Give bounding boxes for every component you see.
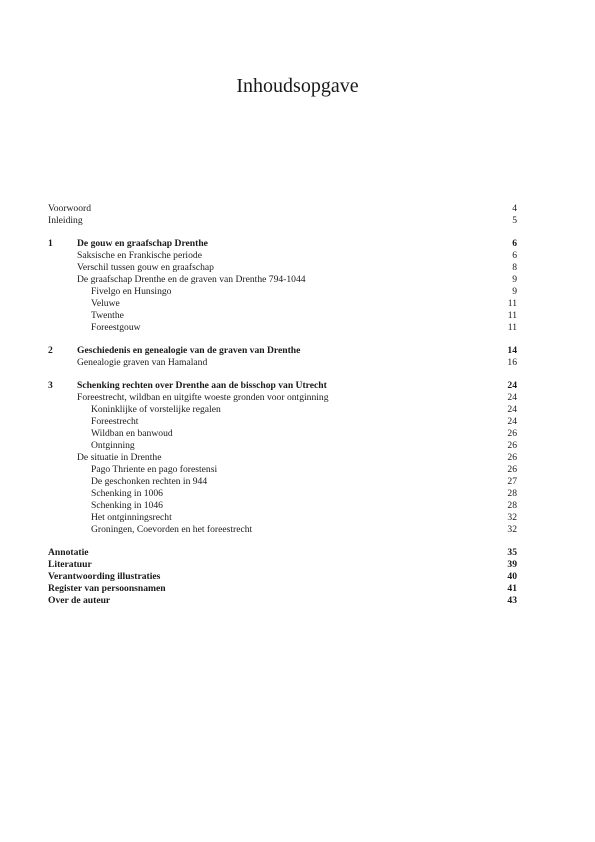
toc-entry-page: 6 [512, 238, 517, 249]
toc-entry-page: 41 [507, 583, 517, 594]
toc-subsubentry[interactable] [48, 440, 517, 452]
toc-entry-page: 27 [507, 476, 517, 487]
toc-entry-page: 24 [507, 392, 517, 403]
toc-entry-page: 26 [507, 428, 517, 439]
toc-entry-page: 26 [507, 464, 517, 475]
toc-entry-label: Verantwoording illustraties [48, 571, 161, 582]
toc-entry-label: Annotatie [48, 547, 89, 558]
toc-entry-label: Foreestrecht [91, 416, 139, 427]
toc-subentry[interactable] [48, 274, 517, 286]
toc-subsubentry[interactable] [48, 286, 517, 298]
chapter-title: Geschiedenis en genealogie van de graven van Drenthe [77, 345, 301, 356]
toc-entry-page: 32 [507, 512, 517, 523]
toc-entry-page: 4 [512, 203, 517, 214]
toc-entry-page: 11 [507, 298, 517, 309]
chapter-title: De gouw en graafschap Drenthe [77, 238, 208, 249]
toc-entry-page: 16 [507, 357, 517, 368]
toc-subsubentry[interactable] [48, 310, 517, 322]
toc-entry-label: Literatuur [48, 559, 92, 570]
toc-entry-page: 43 [507, 595, 517, 606]
toc-chapter-3[interactable] [48, 380, 517, 392]
toc-entry-page: 11 [507, 322, 517, 333]
toc-entry-label: Koninklijke of vorstelijke regalen [91, 404, 221, 415]
toc-subsubentry[interactable] [48, 488, 517, 500]
toc-entry-register[interactable] [48, 583, 517, 595]
toc-entry-label: Schenking in 1046 [91, 500, 163, 511]
toc-subentry[interactable] [48, 357, 517, 369]
toc-entry-page: 26 [507, 440, 517, 451]
toc-entry-page: 11 [507, 310, 517, 321]
spacer [48, 334, 517, 345]
toc-entry-page: 32 [507, 524, 517, 535]
toc-entry-label: Twenthe [91, 310, 124, 321]
toc-entry-label: De geschonken rechten in 944 [91, 476, 208, 487]
toc-entry-page: 28 [507, 500, 517, 511]
toc-entry-label: Veluwe [91, 298, 120, 309]
table-of-contents [48, 203, 517, 607]
toc-subentry[interactable] [48, 250, 517, 262]
toc-entry-label: Pago Thriente en pago forestensi [91, 464, 218, 475]
toc-entry-label: Saksische en Frankische periode [77, 250, 202, 261]
toc-subsubentry[interactable] [48, 416, 517, 428]
toc-entry-label: Verschil tussen gouw en graafschap [77, 262, 214, 273]
toc-entry-label: Foreestrecht, wildban en uitgifte woeste gronden voor ontginning [77, 392, 329, 403]
chapter-title: Schenking rechten over Drenthe aan de bisschop van Utrecht [77, 380, 327, 391]
toc-entry-page: 28 [507, 488, 517, 499]
toc-entry-label: Wildban en banwoud [91, 428, 173, 439]
spacer [48, 227, 517, 238]
toc-entry-label: Schenking in 1006 [91, 488, 163, 499]
toc-entry-label: Register van persoonsnamen [48, 583, 166, 594]
toc-entry-page: 24 [507, 380, 517, 391]
toc-entry-verantwoording[interactable] [48, 571, 517, 583]
toc-entry-label: Fivelgo en Hunsingo [91, 286, 172, 297]
toc-entry-inleiding[interactable] [48, 215, 517, 227]
toc-subsubentry[interactable] [48, 524, 517, 536]
toc-entry-page: 14 [507, 345, 517, 356]
toc-subentry[interactable] [48, 452, 517, 464]
toc-entry-label: Inleiding [48, 215, 83, 226]
toc-subsubentry[interactable] [48, 404, 517, 416]
toc-entry-voorwoord[interactable] [48, 203, 517, 215]
toc-chapter-1[interactable] [48, 238, 517, 250]
toc-subsubentry[interactable] [48, 500, 517, 512]
toc-entry-label: De graafschap Drenthe en de graven van Drenthe 794-1044 [77, 274, 306, 285]
toc-entry-page: 6 [512, 250, 517, 261]
toc-subsubentry[interactable] [48, 298, 517, 310]
toc-entry-label: Ontginning [91, 440, 135, 451]
toc-subsubentry[interactable] [48, 476, 517, 488]
toc-subsubentry[interactable] [48, 428, 517, 440]
toc-entry-label: De situatie in Drenthe [77, 452, 162, 463]
toc-subentry[interactable] [48, 262, 517, 274]
toc-entry-page: 35 [507, 547, 517, 558]
toc-entry-page: 5 [512, 215, 517, 226]
toc-entry-label: Over de auteur [48, 595, 111, 606]
toc-entry-label: Foreestgouw [91, 322, 141, 333]
toc-entry-page: 26 [507, 452, 517, 463]
chapter-number: 2 [48, 345, 53, 356]
toc-entry-label: Genealogie graven van Hamaland [77, 357, 208, 368]
toc-entry-page: 39 [507, 559, 517, 570]
toc-entry-over-de-auteur[interactable] [48, 595, 517, 607]
toc-entry-label: Voorwoord [48, 203, 91, 214]
toc-entry-page: 24 [507, 416, 517, 427]
toc-entry-label: Groningen, Coevorden en het foreestrecht [91, 524, 253, 535]
toc-subsubentry[interactable] [48, 322, 517, 334]
toc-entry-label: Het ontginningsrecht [91, 512, 172, 523]
toc-entry-page: 8 [512, 262, 517, 273]
spacer [48, 369, 517, 380]
chapter-number: 1 [48, 238, 53, 249]
toc-entry-literatuur[interactable] [48, 559, 517, 571]
toc-entry-page: 9 [512, 274, 517, 285]
page-title: Inhoudsopgave [236, 75, 359, 97]
toc-entry-page: 24 [507, 404, 517, 415]
toc-chapter-2[interactable] [48, 345, 517, 357]
toc-entry-annotatie[interactable] [48, 547, 517, 559]
toc-subsubentry[interactable] [48, 464, 517, 476]
toc-entry-page: 9 [512, 286, 517, 297]
spacer [48, 536, 517, 547]
toc-entry-page: 40 [507, 571, 517, 582]
toc-subentry[interactable] [48, 392, 517, 404]
toc-subsubentry[interactable] [48, 512, 517, 524]
chapter-number: 3 [48, 380, 53, 391]
